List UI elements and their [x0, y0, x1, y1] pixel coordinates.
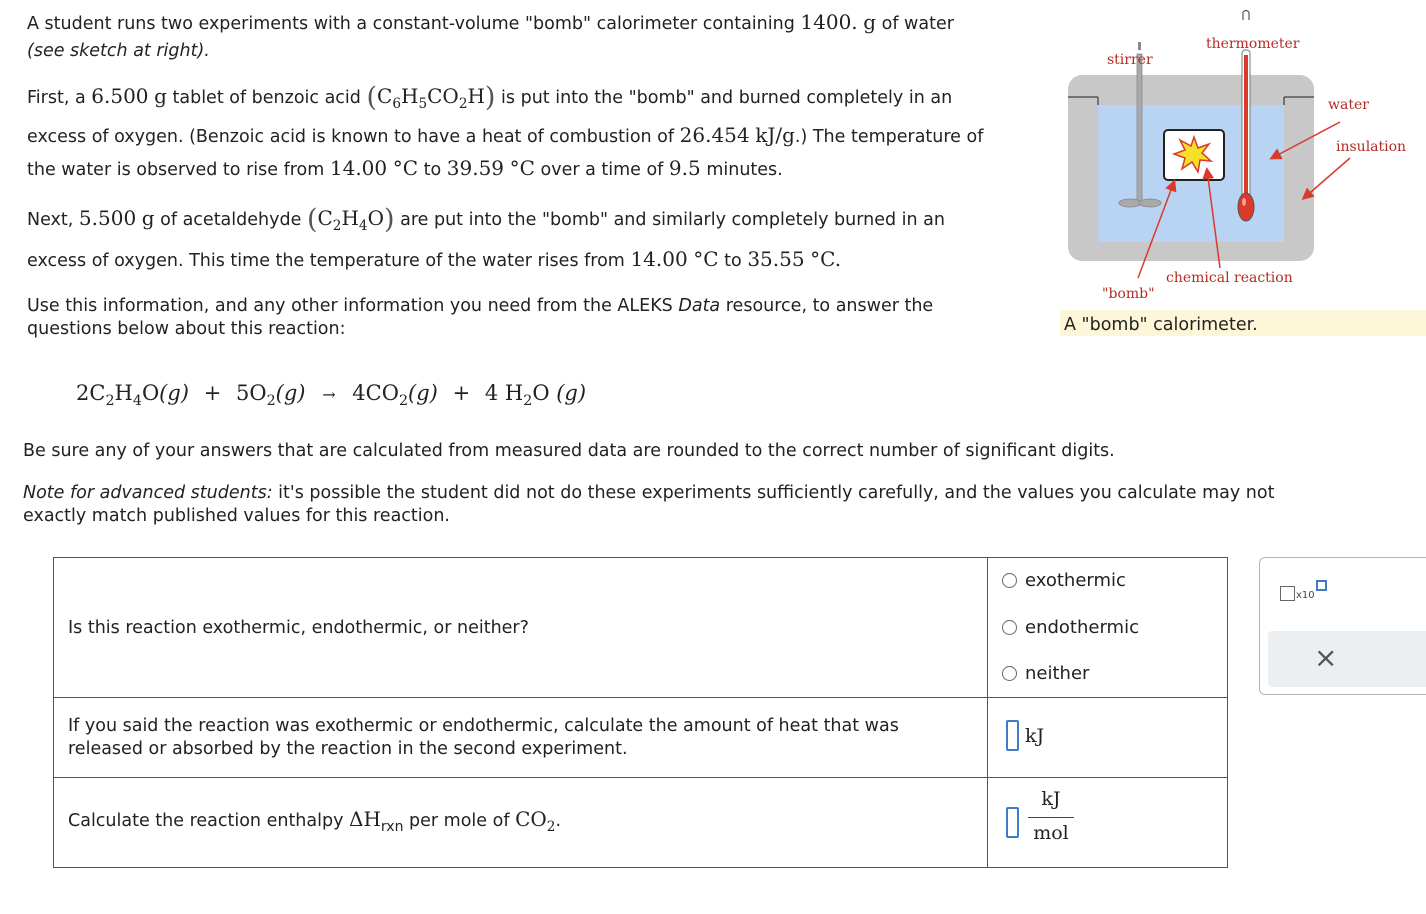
exp2-line-1: Next, 5.500 g of acetaldehyde $(C_2H_4O)$ are put into the "bomb" and similarly completely burned in an [27, 204, 945, 235]
q3-text: Calculate the reaction enthalpy $\Delta H_{rxn}$ per mole of $CO_2$. [68, 807, 562, 835]
advanced-note: Note for advanced students: it's possible the student did not do these experiments sufficiently carefully, and the values you calculate may not exactly match published values for this reaction. [23, 483, 1275, 526]
unit-fraction: kJ mol [1028, 788, 1074, 844]
question-row-2 [54, 698, 1227, 778]
clear-button[interactable] [1268, 631, 1426, 687]
radio-exothermic[interactable]: exothermic [1002, 570, 1126, 591]
heat-answer-input[interactable] [1006, 720, 1019, 751]
q2-text: If you said the reaction was exothermic or endothermic, calculate the amount of heat that was released or absorbed by the reaction in the second experiment. [68, 716, 899, 759]
thermometer-bulb [1238, 193, 1254, 221]
bomb-label: "bomb" [1102, 286, 1155, 302]
exp1-line-2: excess of oxygen. (Benzoic acid is known to have a heat of combustion of 26.454 kJ/g.) The temperature of [27, 123, 984, 147]
stirrer-shaft [1137, 54, 1142, 202]
acetaldehyde-formula: $C_2H_4O$ [317, 206, 384, 234]
question-table [53, 557, 1228, 868]
kj-unit: kJ [1025, 724, 1045, 747]
sci-notation-button[interactable]: x10 [1280, 580, 1327, 601]
use-info-line-1: Use this information, and any other information you need from the ALEKS Data resource, to answer the [27, 296, 934, 316]
exp1-line-1: First, a 6.500 g tablet of benzoic acid $(C_6H_5CO_2H)$ is put into the "bomb" and burned completely in an [27, 82, 953, 113]
reaction-arrow: → [322, 385, 336, 404]
radio-circle[interactable] [1002, 666, 1017, 681]
stirrer-label: stirrer [1107, 52, 1153, 68]
close-icon: × [1314, 641, 1338, 674]
question-row-1 [54, 558, 1227, 698]
bomb-calorimeter-diagram [1060, 10, 1426, 340]
sigfig-note: Be sure any of your answers that are calculated from measured data are rounded to the correct number of significant digits. [23, 441, 1115, 461]
radio-circle[interactable] [1002, 620, 1017, 635]
chemical-reaction-label: chemical reaction [1166, 270, 1293, 286]
intro-line-1: A student runs two experiments with a constant-volume "bomb" calorimeter containing 1400. g of water [27, 10, 954, 34]
intro-line-2: (see sketch at right). [27, 41, 210, 61]
water-label: water [1328, 97, 1369, 113]
exp2-line-2: excess of oxygen. This time the temperature of the water rises from 14.00 °C to 35.55 °C. [27, 247, 842, 271]
tool-panel [1259, 557, 1426, 695]
question-row-3 [54, 778, 1227, 868]
insulation-label: insulation [1336, 139, 1407, 155]
diagram-caption: A "bomb" calorimeter. [1064, 315, 1258, 335]
radio-circle[interactable] [1002, 573, 1017, 588]
exp1-line-3: the water is observed to rise from 14.00 °C to 39.59 °C over a time of 9.5 minutes. [27, 156, 783, 180]
radio-endothermic[interactable]: endothermic [1002, 617, 1139, 638]
benzoic-acid-formula: $C_6H_5CO_2H$ [377, 84, 485, 112]
radio-neither[interactable]: neither [1002, 663, 1089, 684]
enthalpy-answer-input[interactable] [1006, 807, 1019, 838]
reaction-equation: $2C_2H_4O(g) + 5O_2(g) \to 4CO_2(g) + 4$ $H_2O$ (g) [76, 381, 587, 409]
q1-text: Is this reaction exothermic, endothermic, or neither? [68, 618, 529, 638]
thermometer-label: thermometer [1206, 36, 1300, 52]
use-info-line-2: questions below about this reaction: [27, 319, 346, 339]
